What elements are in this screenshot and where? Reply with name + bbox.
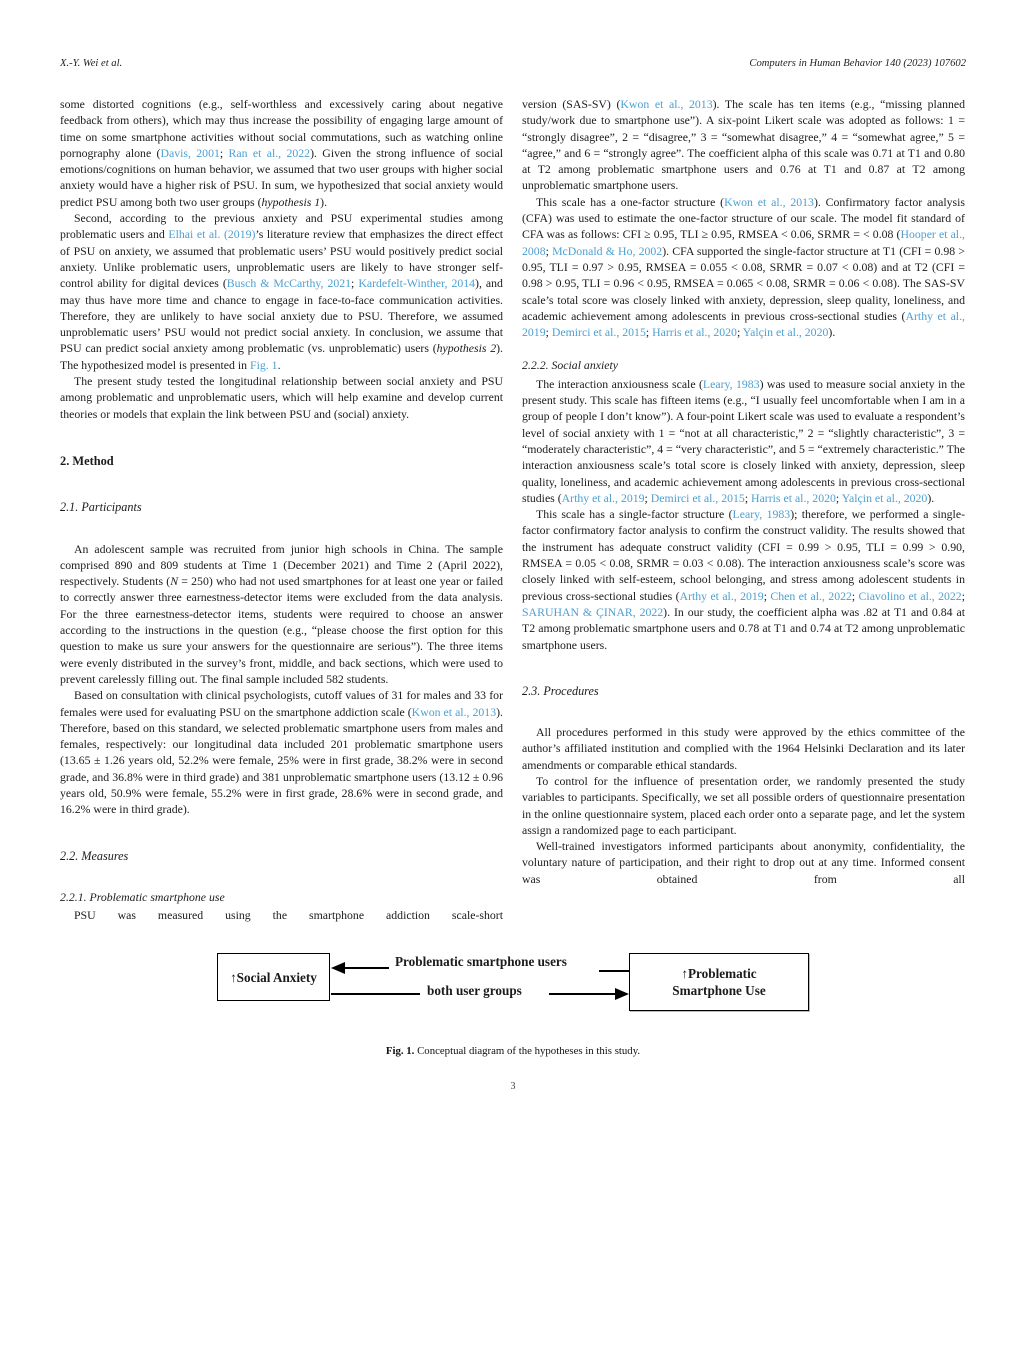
citation-link[interactable]: Yalçin et al., 2020 (841, 490, 928, 505)
figure-1 (60, 953, 966, 1057)
citation-link[interactable]: Leary, 1983 (702, 376, 760, 391)
citation-link[interactable]: Demirci et al., 2015 (551, 325, 646, 340)
text-run: ), and may thus have more time and chance to engage in face-to-face communication activities. Therefore, they are unlikely to have social anxiety due to PSU. Therefore, we assumed unproblematic users’ PSU would not predict social anxiety. In conclusion, we assume that PSU can predict social anxiety among problematic (vs. unproblematic) users ( (60, 276, 503, 356)
left-column (60, 96, 503, 923)
paragraph (60, 373, 503, 422)
text-run: ) was used to measure social anxiety in the present study. This scale has fifteen items (e.g., “I usually feel uncomfortable when I am in a group of people I don’t know”). A four-point Likert scale was used to evaluate a respondent’s level of social anxiety with 1 = “not at all characteristic,” 2 = “slightly characteristic”, 3 = “moderately characteristic”, 4 = “very characteristic”, and 5 = “extremely characteristic.” The interaction anxiousness scale’s total score is closely linked with anxiety, depression, sleep quality, loneliness, and academic achievement among adolescents in previous cross-sectional studies ( (522, 376, 965, 505)
text-run: ; (736, 325, 743, 340)
citation-link[interactable]: Harris et al., 2020 (652, 325, 737, 340)
text-run: ; (961, 588, 965, 603)
citation-link[interactable]: Arthy et al., 2019 (561, 490, 645, 505)
article-body (60, 96, 966, 923)
figure-caption-label: Fig. 1. (385, 1045, 415, 1058)
citation-link[interactable]: Chen et al., 2022 (770, 588, 852, 603)
fig-arrow-top-label: Problematic smartphone users (395, 954, 567, 970)
text-run: ; (851, 588, 859, 603)
text-run: Second, according to the previous anxiety and PSU experimental studies among problematic users and (60, 211, 503, 242)
citation-link[interactable]: Arthy et al., 2019 (522, 308, 965, 340)
citation-link[interactable]: SARUHAN & ÇINAR, 2022 (522, 604, 664, 619)
figure-1-diagram (217, 953, 809, 1019)
citation-link[interactable]: McDonald & Ho, 2002 (552, 243, 663, 258)
text-run: ). In our study, the coefficient alpha was .82 at T1 and 0.84 at T2 among problematic smartphone users and 0.78 at T1 and 0.74 at T2 among unproblematic smartphone users. (522, 604, 965, 652)
paragraph (60, 907, 503, 923)
text-run: ). CFA supported the single-factor structure at T1 (CFI = 0.98 > 0.95, TLI = 0.97 > 0.95, RMSEA = 0.055 < 0.08, SRMR = 0.07 < 0.08) and at T2 (CFI = 0.98 > 0.95, TLI = 0.96 < 0.95, RMSEA = 0.065 < 0.08, SRMR = 0.06 < 0.08). The SAS-SV scale’s total score was closely linked with anxiety, depression, sleep quality, loneliness, and academic achievement among adolescents in previous cross-sectional studies ( (522, 243, 965, 323)
paragraph (60, 687, 503, 817)
text-run: ; (545, 243, 553, 258)
citation-link[interactable]: Kwon et al., 2013 (620, 97, 713, 111)
section-heading: 2. Method (60, 453, 114, 468)
text-run: = 250) who had not used smartphones for at least one year or failed to correctly answer three earnestness-detector items were excluded from the data analysis. For the three earnestness-detector items, students were required to choose an answer according to the instructions in the question (e.g., “please choose the first option for this question to make us sure your answers for the questionnaire are serious”). The three items were evenly distributed in the survey’s front, middle, and back sections, which were used to prevent carelessly filling out. The final sample included 582 students. (60, 574, 503, 686)
text-run: PSU was measured using the smartphone addiction scale-short (74, 908, 503, 923)
paragraph (60, 210, 503, 373)
text-run: Based on consultation with clinical psychologists, cutoff values of 31 for males and 33 for females were used for evaluating PSU on the smartphone addiction scale ( (60, 688, 503, 719)
running-head (60, 58, 966, 69)
paragraph (60, 96, 503, 210)
citation-link[interactable]: Davis, 2001 (160, 145, 220, 160)
paragraph (60, 541, 503, 688)
text-run: This scale has a single-factor structure ( (536, 507, 733, 522)
fig-box-social-anxiety-label: ↑Social Anxiety (230, 969, 317, 985)
text-run: . (277, 357, 281, 372)
text-run: ; (545, 325, 552, 340)
citation-link[interactable]: Fig. 1 (250, 357, 278, 372)
section-heading: 2.2.2. Social anxiety (522, 358, 618, 373)
citation-link[interactable]: Hooper et al., 2008 (522, 227, 965, 258)
text-run: ; (763, 588, 771, 603)
citation-link[interactable]: Harris et al., 2020 (751, 490, 836, 505)
citation-link[interactable]: Kwon et al., 2013 (724, 194, 814, 209)
section-heading: 2.2. Measures (60, 848, 129, 863)
text-run: The interaction anxiousness scale ( (536, 376, 703, 391)
paragraph (522, 773, 965, 838)
citation-link[interactable]: Leary, 1983 (732, 507, 791, 522)
figure-caption-text: Conceptual diagram of the hypotheses in this study. (414, 1045, 641, 1058)
fig-box-social-anxiety (217, 953, 330, 1001)
fig-box-psu-label-line1: ↑Problematic (681, 966, 757, 982)
text-run: ). The scale has ten items (e.g., “missing planned study/work due to smartphone use”). A six-point Likert scale was adopted as follows: 1 = “strongly disagree”, 2 = “disagree,” 3 = “somewhat disagree,” 4 = “somewhat agree,” 5 = “agree,” and 6 = “strongly agree”. The coefficient alpha of this scale was 0.71 at T1 and 0.80 at T2 among problematic smartphone users and 0.76 at T1 and 0.87 at T2 among unproblematic smartphone users. (522, 97, 966, 193)
text-run: This scale has a one-factor structure ( (536, 194, 725, 209)
text-run: ). Confirmatory factor analysis (CFA) was used to estimate the one-factor structure of our scale. The model fit standard of CFA was as follows: CFI ≥ 0.95, TLI ≥ 0.95, RMSEA < 0.06, SRMR = < 0.08 ( (522, 194, 966, 242)
section-heading: 2.3. Procedures (522, 683, 599, 698)
paragraph (522, 376, 965, 506)
page-number: 3 (510, 1081, 516, 1093)
text-run: ). (828, 325, 836, 340)
running-head-author: X.-Y. Wei et al. (60, 58, 123, 69)
paragraph (522, 194, 965, 341)
text-run: The present study tested the longitudinal relationship between social anxiety and PSU among problematic and unproblematic users, which will help examine and develop current theories or models that explain the link between PSU and (social) anxiety. (60, 374, 503, 421)
citation-link[interactable]: Kardefelt-Winther, 2014 (358, 276, 476, 291)
text-run: ; (219, 145, 229, 160)
text-run: All procedures performed in this study were approved by the ethics committee of the author’s affiliated institution and complied with the 1964 Helsinki Declaration and its later amendments or comparable ethical standards. (522, 725, 965, 772)
text-run: ). The hypothesized model is presented in (60, 341, 503, 372)
text-run: ). (927, 490, 935, 505)
text-run: hypothesis 1 (261, 194, 321, 209)
right-column (522, 96, 965, 923)
text-run: ; (644, 490, 651, 505)
text-run: ); therefore, we performed a single-factor confirmatory factor analysis to confirm the construct validity. The results showed that the instrument has adequate construct validity (CFI = 0.99 > 0.95, TLI = 0.99 > 0.90, RMSEA = 0.05 < 0.08, SRMR = 0.03 < 0.08). The interaction anxiousness scale’s score was closely linked with self-esteem, school belonging, and stress among adolescent students in previous cross-sectional studies ( (522, 507, 965, 603)
paragraph (522, 506, 965, 653)
text-run: some distorted cognitions (e.g., self-worthless and excessively caring about negative feedback from others), which may thus increase the possibility of engaging large amount of time on some smartphone activities without social commutations, such as watching online pornography alone ( (60, 97, 503, 160)
running-head-journal: Computers in Human Behavior 140 (2023) 107602 (749, 58, 966, 69)
figure-caption (60, 1045, 966, 1057)
text-run: An adolescent sample was recruited from junior high schools in China. The sample comprised 890 and 809 students at Time 1 (December 2021) and Time 2 (April 2022), respectively. Students ( (60, 541, 503, 589)
paragraph (522, 724, 965, 773)
paragraph (522, 838, 965, 887)
text-run: hypothesis 2 (436, 341, 497, 356)
text-run: ; (744, 490, 752, 505)
citation-link[interactable]: Demirci et al., 2015 (650, 490, 745, 505)
citation-link[interactable]: Kwon et al., 2013 (411, 704, 497, 719)
text-run: To control for the influence of presentation order, we randomly presented the study variables to participants. Specifically, we set all possible orders of questionnaire presentation in the online questionnaire system, placed each order onto a separate page, and let the system assign a randomized page to each participant. (522, 773, 965, 837)
paragraph (522, 96, 965, 194)
text-run: version (SAS-SV) ( (522, 97, 621, 111)
text-run: ’s literature review that emphasizes the direct effect of PSU on anxiety, we assumed that problematic users’ PSU would positively predict social anxiety. Unlike problematic users, unproblematic users are likely to have stronger self-control ability for digital devices ( (60, 227, 503, 291)
citation-link[interactable]: Ran et al., 2022 (228, 145, 311, 160)
citation-link[interactable]: Busch & McCarthy, 2021 (226, 276, 352, 291)
citation-link[interactable]: Yalçin et al., 2020 (742, 325, 829, 340)
citation-link[interactable]: Ciavolino et al., 2022 (858, 588, 962, 603)
fig-box-problematic-smartphone-use (629, 953, 809, 1011)
fig-box-psu-label-line2: Smartphone Use (672, 983, 766, 999)
section-heading: 2.1. Participants (60, 500, 142, 515)
text-run: ; (835, 490, 842, 505)
text-run: Well-trained investigators informed participants about anonymity, confidentiality, the voluntary nature of participation, and their right to drop out at any time. Informed consent was obtained from all (522, 839, 965, 886)
text-run: ). Therefore, based on this standard, we selected problematic smartphone users from males and females, respectively: our longitudinal data included 201 problematic smartphone users (13.65 ± 1.26 years old, 52.2% were female, 25% were in first grade, 38.2% were in second grade, and 36.8% were in third grade) and 381 unproblematic smartphone users (13.12 ± 0.96 years old, 50.9% were female, 55.2% were in first grade, 28.6% were in second grade, and 16.2% were in third grade). (60, 704, 503, 817)
text-run: ; (645, 325, 653, 340)
text-run: N (170, 574, 179, 589)
fig-arrow-bottom-label: both user groups (427, 983, 522, 999)
text-run: ; (351, 276, 359, 291)
text-run: ). (320, 194, 328, 209)
citation-link[interactable]: Elhai et al. (2019) (168, 227, 256, 242)
text-run: ). Given the strong influence of social emotions/cognitions on human behavior, we assumed that two user groups with higher social anxiety would have a higher risk of PSU. In sum, we hypothesized that social anxiety would predict PSU among both two user groups ( (60, 145, 504, 209)
citation-link[interactable]: Arthy et al., 2019 (679, 588, 764, 603)
section-heading: 2.2.1. Problematic smartphone use (60, 889, 225, 904)
